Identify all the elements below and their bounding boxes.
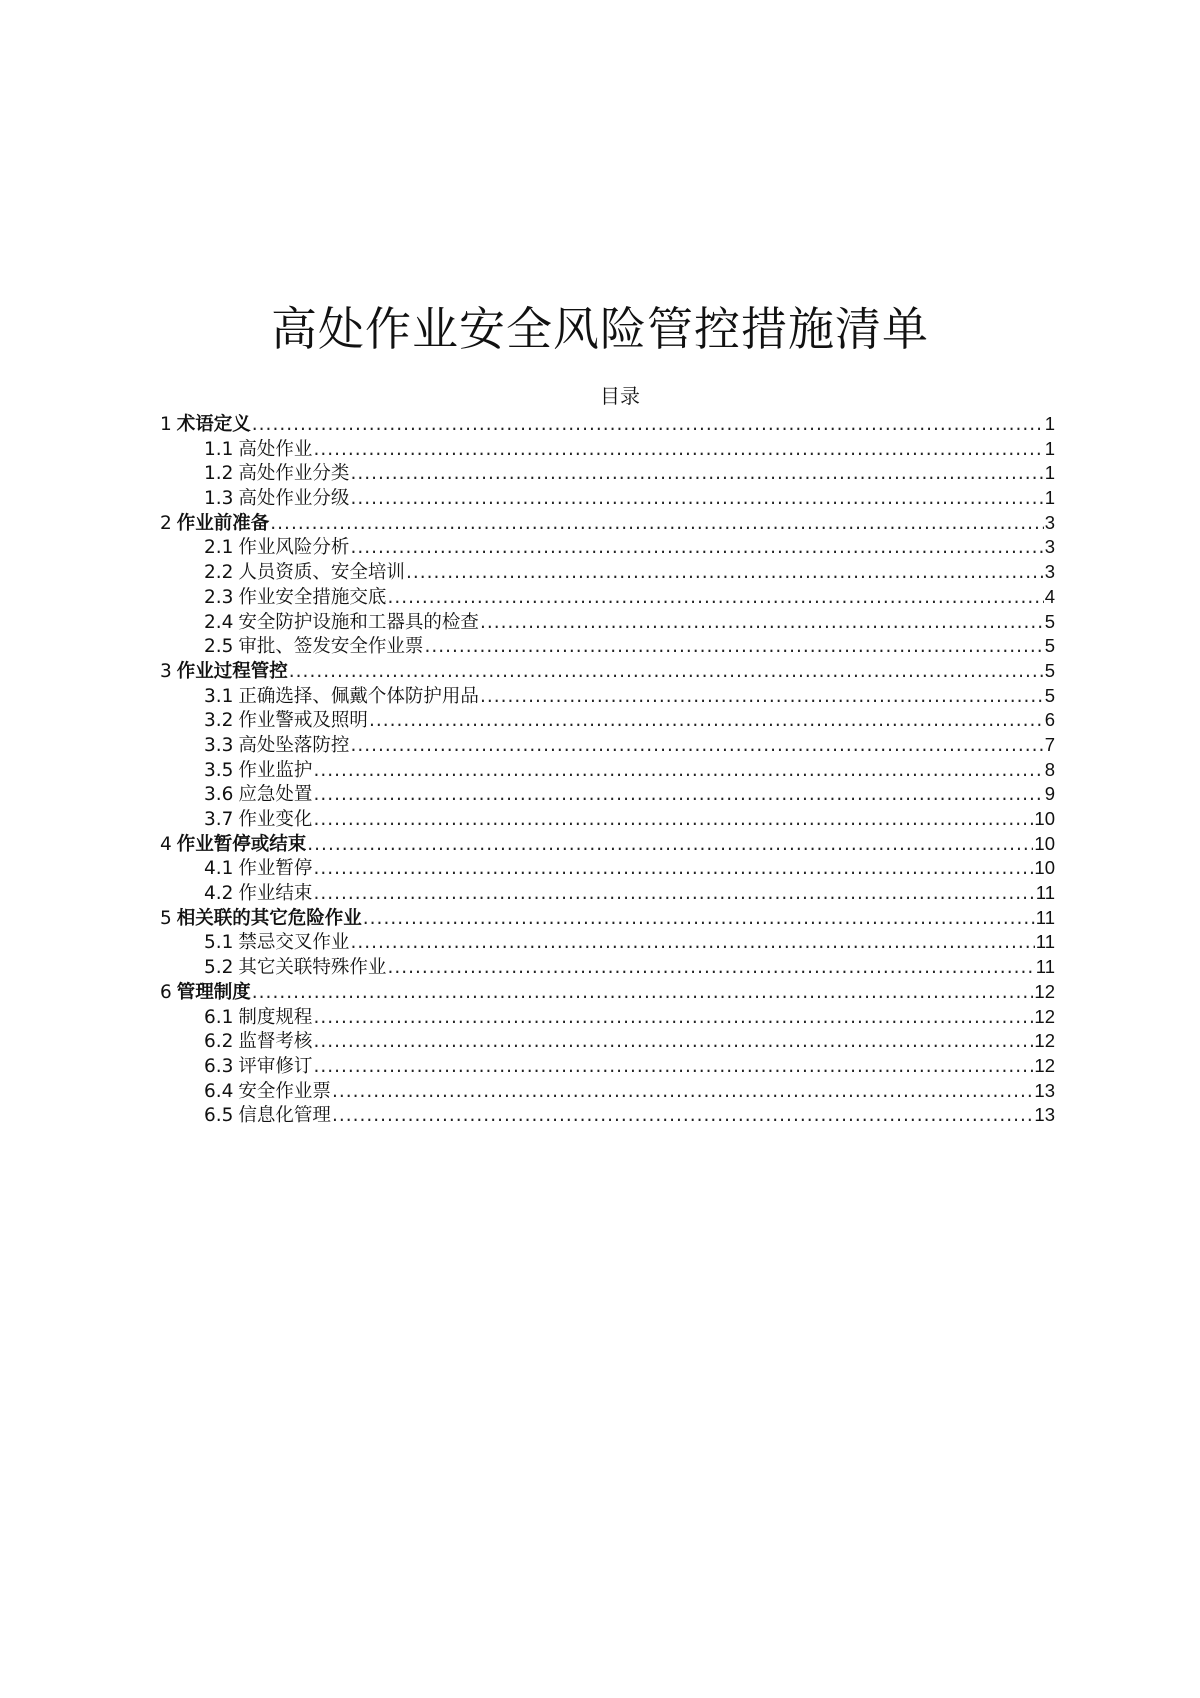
toc-entry-number: 3.3 (204, 734, 234, 756)
toc-entry-number: 3.2 (204, 710, 234, 732)
toc-page-number: 11 (1035, 906, 1055, 928)
toc-page-number: 7 (1044, 733, 1055, 755)
toc-chapter-entry[interactable] (160, 906, 1055, 931)
toc-section-entry[interactable] (160, 461, 1055, 486)
toc-entry-title: 正确选择、佩戴个体防护用品 (238, 685, 479, 707)
toc-entry-title: 评审修订 (238, 1055, 313, 1077)
toc-page-number: 11 (1035, 931, 1055, 953)
toc-entry-number: 6.2 (204, 1031, 234, 1053)
toc-dot-leader (313, 783, 1043, 808)
toc-dot-leader (369, 709, 1044, 734)
toc-dot-leader (350, 931, 1034, 956)
toc-entry-number: 2.2 (204, 562, 234, 584)
toc-dot-leader (313, 857, 1033, 882)
toc-dot-leader (480, 611, 1044, 636)
toc-page-number: 3 (1044, 511, 1055, 533)
toc-dot-leader (289, 660, 1044, 685)
toc-dot-leader (350, 462, 1043, 487)
toc-section-entry[interactable] (160, 807, 1055, 832)
toc-entry-title: 作业变化 (238, 809, 313, 830)
toc-section-entry[interactable] (160, 733, 1055, 758)
toc-dot-leader (313, 438, 1043, 463)
toc-dot-leader (313, 759, 1043, 784)
toc-chapter-entry[interactable] (160, 412, 1055, 437)
toc-page-number: 10 (1034, 857, 1055, 879)
toc-entry-number: 6.1 (204, 1006, 234, 1028)
toc-entry-title: 管理制度 (176, 981, 251, 1003)
toc-entry-title: 术语定义 (176, 414, 251, 435)
toc-entry-title: 应急处置 (238, 784, 313, 806)
toc-page-number: 12 (1034, 980, 1055, 1002)
toc-entry-title: 安全防护设施和工器具的检查 (238, 611, 479, 633)
toc-section-entry[interactable] (160, 1079, 1055, 1104)
toc-entry-title: 高处坠落防控 (238, 734, 350, 756)
toc-entry-number: 3.6 (204, 784, 234, 806)
toc-dot-leader (332, 1080, 1033, 1105)
toc-entry-number: 5.1 (204, 932, 234, 954)
toc-page-number: 8 (1044, 758, 1055, 780)
toc-section-entry[interactable] (160, 634, 1055, 659)
toc-dot-leader (387, 586, 1043, 611)
toc-entry-title: 作业暂停或结束 (176, 833, 307, 855)
toc-page-number: 1 (1044, 487, 1055, 509)
toc-entry-number: 3.1 (204, 685, 234, 707)
toc-entry-number: 6.5 (204, 1105, 234, 1127)
toc-entry-title: 审批、签发安全作业票 (238, 636, 424, 658)
toc-entry-number: 4.2 (204, 883, 234, 905)
toc-dot-leader (424, 635, 1043, 660)
toc-chapter-entry[interactable] (160, 659, 1055, 684)
toc-section-entry[interactable] (160, 1054, 1055, 1079)
toc-section-entry[interactable] (160, 1005, 1055, 1030)
toc-dot-leader (307, 833, 1033, 858)
toc-entry-number: 2 (160, 512, 172, 534)
document-title: 高处作业安全风险管控措施清单 (271, 301, 929, 356)
toc-entry-number: 2.5 (204, 636, 234, 658)
toc-entry-title: 作业安全措施交底 (238, 586, 387, 608)
toc-section-entry[interactable] (160, 684, 1055, 709)
toc-entry-number: 6.4 (204, 1080, 234, 1102)
toc-dot-leader (313, 1055, 1033, 1080)
toc-section-entry[interactable] (160, 585, 1055, 610)
toc-section-entry[interactable] (160, 930, 1055, 955)
toc-page-number: 6 (1044, 709, 1055, 731)
toc-entry-title: 人员资质、安全培训 (238, 562, 405, 584)
toc-dot-leader (480, 685, 1044, 710)
toc-dot-leader (252, 413, 1044, 438)
toc-section-entry[interactable] (160, 486, 1055, 511)
toc-section-entry[interactable] (160, 610, 1055, 635)
toc-entry-number: 3 (160, 660, 172, 682)
toc-dot-leader (313, 882, 1034, 907)
toc-dot-leader (313, 1030, 1033, 1055)
table-of-contents (160, 412, 1055, 1128)
toc-entry-title: 高处作业分级 (238, 488, 350, 510)
toc-entry-number: 5.2 (204, 957, 234, 979)
toc-page-number: 12 (1034, 1054, 1055, 1076)
toc-page-number: 12 (1034, 1005, 1055, 1027)
toc-entry-number: 1.1 (204, 438, 234, 460)
toc-entry-title: 作业监护 (238, 759, 313, 781)
toc-section-entry[interactable] (160, 1103, 1055, 1128)
toc-page-number: 13 (1034, 1104, 1055, 1126)
toc-page-number: 1 (1044, 413, 1055, 434)
toc-page-number: 12 (1034, 1030, 1055, 1052)
toc-page-number: 5 (1044, 610, 1055, 632)
toc-section-entry[interactable] (160, 881, 1055, 906)
toc-dot-leader (363, 907, 1035, 932)
toc-entry-number: 1.3 (204, 488, 234, 510)
toc-entry-title: 制度规程 (238, 1006, 313, 1028)
toc-page-number: 3 (1044, 561, 1055, 583)
toc-page-number: 10 (1034, 832, 1055, 854)
toc-dot-leader (350, 487, 1043, 512)
toc-entry-number: 2.4 (204, 611, 234, 633)
toc-entry-title: 监督考核 (238, 1031, 313, 1053)
toc-entry-title: 信息化管理 (238, 1105, 331, 1127)
toc-section-entry[interactable] (160, 560, 1055, 585)
toc-entry-title: 相关联的其它危险作业 (176, 907, 362, 929)
toc-entry-title: 安全作业票 (238, 1080, 331, 1102)
toc-entry-title: 作业过程管控 (176, 660, 288, 682)
toc-entry-number: 5 (160, 907, 172, 929)
toc-dot-leader (387, 956, 1034, 981)
toc-section-entry[interactable] (160, 758, 1055, 783)
toc-entry-number: 6.3 (204, 1055, 234, 1077)
toc-entry-number: 3.5 (204, 759, 234, 781)
toc-entry-title: 作业风险分析 (238, 537, 350, 559)
toc-section-entry[interactable] (160, 708, 1055, 733)
toc-section-entry[interactable] (160, 1029, 1055, 1054)
toc-entry-number: 2.1 (204, 537, 234, 559)
toc-page-number: 5 (1044, 684, 1055, 706)
toc-entry-number: 1.2 (204, 463, 234, 485)
toc-entry-number: 1 (160, 414, 172, 435)
toc-entry-title: 作业前准备 (176, 512, 270, 534)
toc-dot-leader (313, 1006, 1033, 1031)
toc-section-entry[interactable] (160, 782, 1055, 807)
toc-page-number: 13 (1034, 1079, 1055, 1101)
toc-dot-leader (332, 1104, 1033, 1129)
toc-section-entry[interactable] (160, 955, 1055, 980)
toc-entry-title: 作业结束 (238, 883, 313, 905)
toc-entry-title: 作业暂停 (238, 858, 313, 880)
toc-entry-title: 高处作业 (238, 438, 313, 460)
toc-entry-title: 高处作业分类 (238, 463, 350, 485)
toc-page-number: 1 (1044, 462, 1055, 484)
toc-page-number: 11 (1035, 882, 1055, 904)
toc-dot-leader (270, 512, 1043, 537)
toc-section-entry[interactable] (160, 856, 1055, 881)
toc-page-number: 10 (1034, 808, 1055, 829)
toc-section-entry[interactable] (160, 437, 1055, 462)
toc-chapter-entry[interactable] (160, 832, 1055, 857)
toc-page-number: 11 (1035, 956, 1055, 978)
toc-chapter-entry[interactable] (160, 511, 1055, 536)
toc-dot-leader (252, 981, 1034, 1006)
toc-entry-number: 6 (160, 981, 172, 1003)
toc-page-number: 1 (1044, 437, 1055, 459)
toc-entry-title: 其它关联特殊作业 (238, 957, 387, 979)
toc-chapter-entry[interactable] (160, 980, 1055, 1005)
toc-dot-leader (313, 808, 1033, 833)
toc-page-number: 4 (1044, 585, 1055, 607)
toc-entry-title: 禁忌交叉作业 (238, 932, 350, 954)
toc-dot-leader (350, 536, 1043, 561)
toc-page-number: 5 (1044, 635, 1055, 657)
toc-entry-number: 4.1 (204, 858, 234, 880)
toc-section-entry[interactable] (160, 535, 1055, 560)
toc-entry-number: 3.7 (204, 809, 234, 830)
toc-entry-title: 作业警戒及照明 (238, 710, 368, 732)
toc-dot-leader (406, 561, 1044, 586)
toc-heading: 目录 (600, 384, 640, 408)
toc-page-number: 3 (1044, 536, 1055, 558)
toc-page-number: 5 (1044, 659, 1055, 681)
toc-page-number: 9 (1044, 783, 1055, 805)
toc-entry-number: 4 (160, 833, 172, 855)
toc-dot-leader (350, 734, 1043, 759)
toc-entry-number: 2.3 (204, 586, 234, 608)
